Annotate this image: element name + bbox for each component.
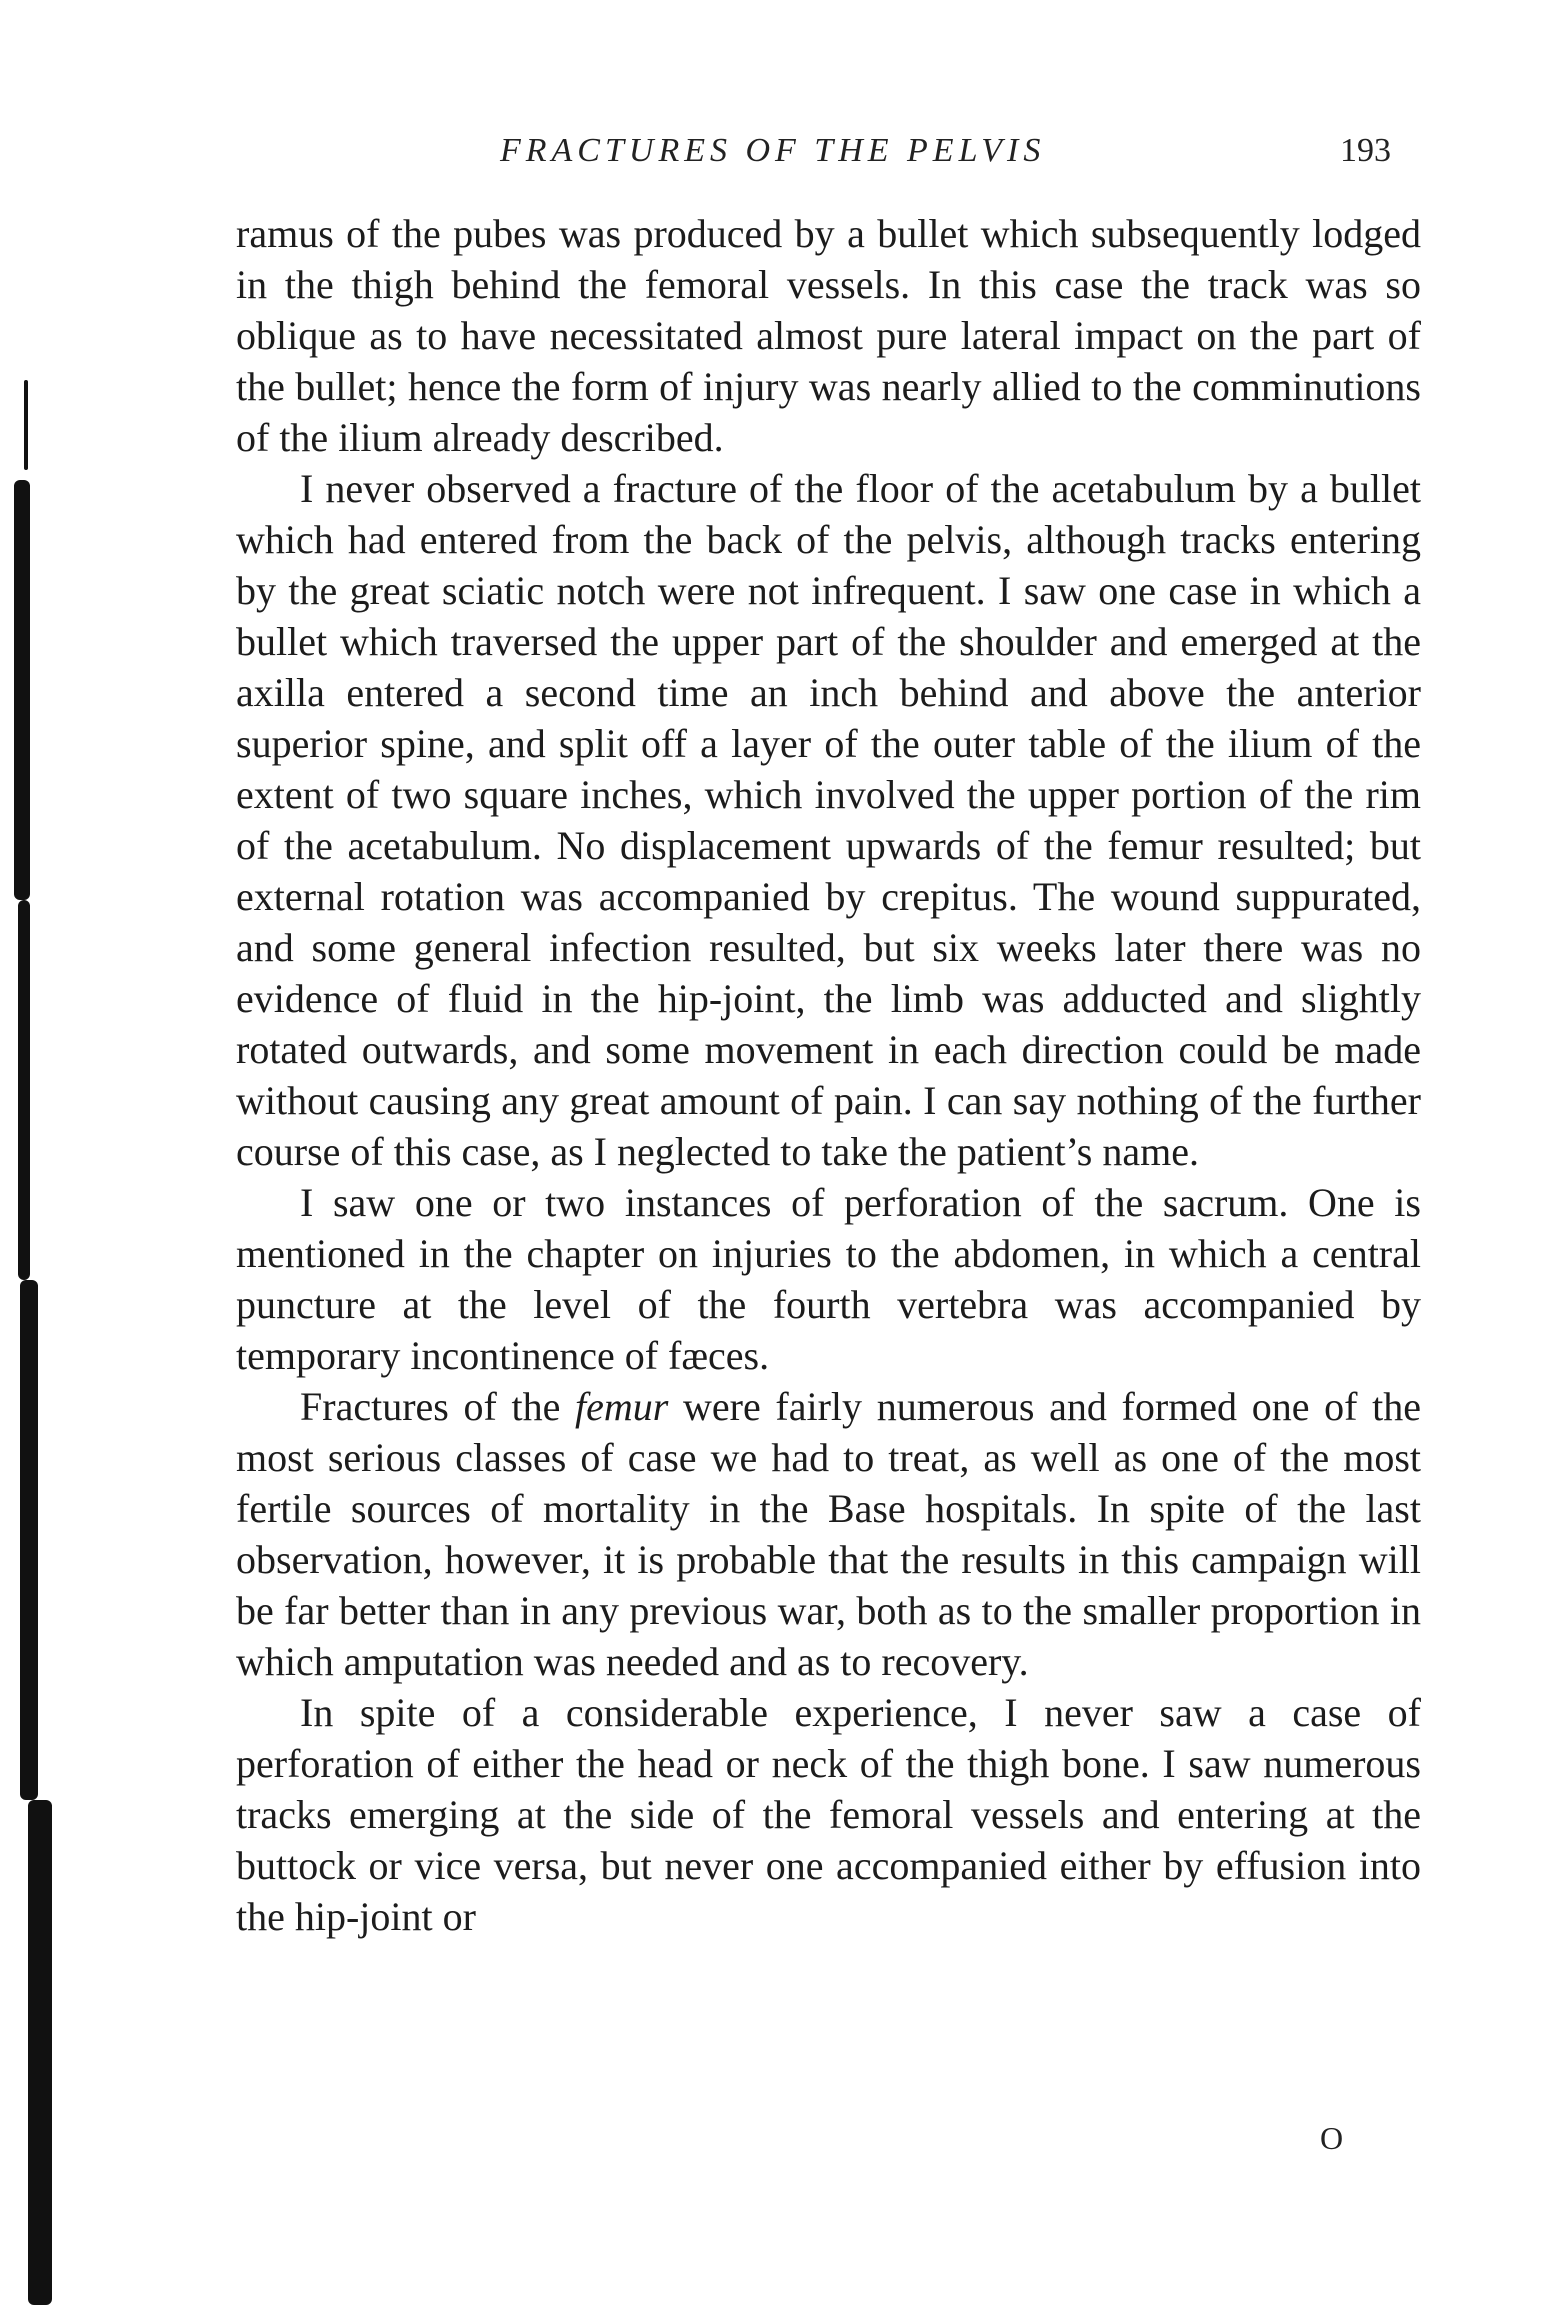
paragraph-4 xyxy=(236,1381,1421,1687)
paragraph-4-italic-term: femur xyxy=(575,1384,669,1429)
running-head: FRACTURES OF THE PELVIS xyxy=(500,132,1046,169)
paragraph-5: In spite of a considerable experience, I never saw a case of perforation of either the head or neck of the thigh bone. I saw numerous tracks emerging at the side of the femoral vessels and entering at the buttock or vice versa, but never one accompanied either by effusion into the hip-joint or xyxy=(236,1690,1421,1939)
paragraph-4-start: Fractures of the xyxy=(300,1384,561,1429)
binding-edge-shadow xyxy=(0,0,70,2305)
paragraph-3: I saw one or two instances of perforation of the sacrum. One is mentioned in the chapter on injuries to the abdomen, in which a central puncture at the level of the fourth vertebra was accompanied by temporary incontinence of fæces. xyxy=(236,1180,1421,1378)
page-number: 193 xyxy=(1340,132,1391,169)
body-text xyxy=(236,208,1421,1942)
signature-mark: O xyxy=(1320,2120,1344,2156)
paragraph-2: I never observed a fracture of the floor of the acetabulum by a bullet which had entered from the back of the pelvis, although tracks entering by the great sciatic notch were not infrequent. I saw one case in which a bullet which traversed the upper part of the shoulder and emerged at the axilla entered a second time an inch behind and above the anterior superior spine, and split off a layer of the outer table of the ilium of the extent of two square inches, which involved the upper portion of the rim of the acetabulum. No displacement upwards of the femur resulted; but external rotation was accompanied by crepitus. The wound suppurated, and some general infection resulted, but six weeks later there was no evidence of fluid in the hip-joint, the limb was adducted and slightly rotated outwards, and some movement in each direction could be made without causing any great amount of pain. I can say nothing of the further course of this case, as I neglected to take the patient’s name. xyxy=(236,466,1421,1174)
paragraph-1: ramus of the pubes was produced by a bullet which subsequently lodged in the thigh behind the femoral vessels. In this case the track was so oblique as to have necessitated almost pure lateral impact on the part of the bullet; hence the form of injury was nearly allied to the comminutions of the ilium already described. xyxy=(236,211,1421,460)
paragraph-4-rest: were fairly numerous and formed one of the most serious classes of case we had to treat, as well as one of the most fertile sources of mortality in the Base hospitals. In spite of the last observation, however, it is probable that the results in this campaign will be far better than in any previous war, both as to the smaller proportion in which amputation was needed and as to recovery. xyxy=(236,1384,1422,1684)
